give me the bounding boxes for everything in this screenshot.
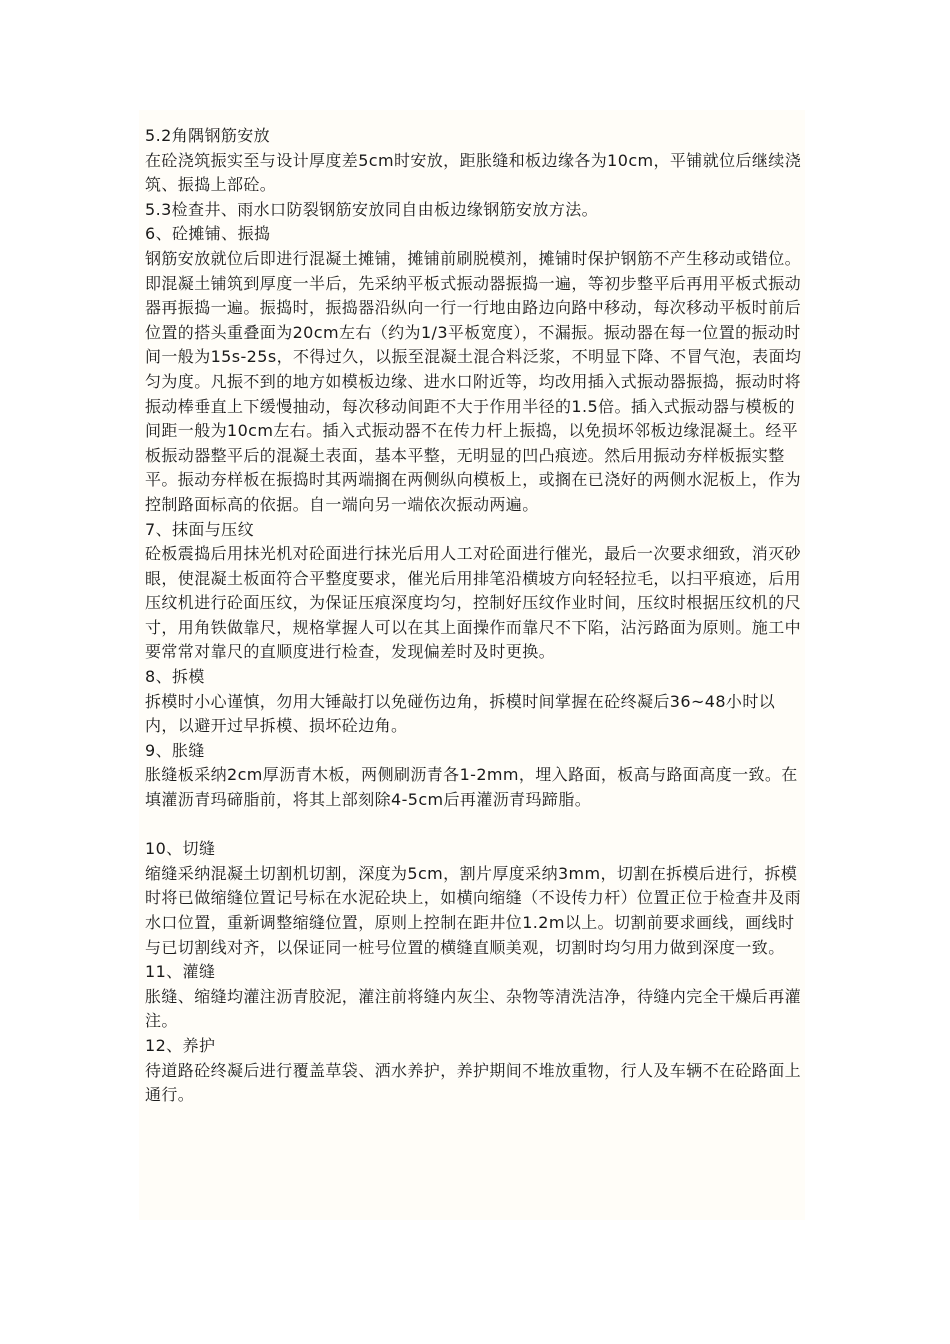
section-heading: 6、砼摊铺、振捣 — [145, 224, 271, 244]
section-paragraph: 缩缝采纳混凝土切割机切割，深度为5cm，割片厚度采纳3mm，切割在拆模后进行，拆模时将已做缩缝位置记号标在水泥砼块上，如横向缩缝（不设传力杆）位置正位于检查井及雨水口位置，重新调整缩缝位置，原则上控制在距井位1.2m以上。切割前要求画线，画线时与已切割线对齐，以保证同一桩号位置的横缝直顺美观，切割时均匀用力做到深度一致。 — [145, 863, 802, 957]
section-paragraph: 砼板震捣后用抹光机对砼面进行抹光后用人工对砼面进行催光，最后一次要求细致，消灭砂眼，使混凝土板面符合平整度要求，催光后用排笔沿横坡方向轻轻拉毛，以扫平痕迹，后用压纹机进行砼面压纹，为保证压痕深度均匀，控制好压纹作业时间，压纹时根据压纹机的尺寸，用角铁做靠尺，规格掌握人可以在其上面操作而靠尺不下陷，沾污路面为原则。施工中要常常对靠尺的直顺度进行检查，发现偏差时及时更换。 — [145, 544, 802, 662]
section-paragraph: 在砼浇筑振实至与设计厚度差5cm时安放，距胀缝和板边缘各为10cm，平铺就位后继续浇筑、振捣上部砼。 — [145, 150, 802, 195]
section-paragraph: 待道路砼终凝后进行覆盖草袋、洒水养护，养护期间不堆放重物，行人及车辆不在砼路面上通行。 — [145, 1060, 802, 1105]
section-heading: 12、养护 — [145, 1035, 216, 1055]
section-paragraph: 胀缝板采纳2cm厚沥青木板，两侧刷沥青各1-2mm，埋入路面，板高与路面高度一致。在填灌沥青玛碲脂前，将其上部刻除4-5cm后再灌沥青玛蹄脂。 — [145, 765, 798, 810]
section-paragraph: 胀缝、缩缝均灌注沥青胶泥，灌注前将缝内灰尘、杂物等清洗洁净，待缝内完全干燥后再灌注。 — [145, 986, 802, 1031]
section-heading: 11、灌缝 — [145, 962, 216, 982]
section-heading: 7、抹面与压纹 — [145, 519, 254, 539]
section-heading: 5.2角隅钢筋安放 — [145, 126, 271, 145]
section-heading: 9、胀缝 — [145, 740, 205, 760]
document-body — [145, 124, 805, 1108]
section-paragraph: 拆模时小心谨慎，勿用大锤敲打以免碰伤边角，拆模时间掌握在砼终凝后36~48小时以内，以避开过早拆模、损坏砼边角。 — [145, 691, 776, 736]
section-heading: 8、拆模 — [145, 667, 205, 687]
section-paragraph: 钢筋安放就位后即进行混凝土摊铺，摊铺前刷脱模剂，摊铺时保护钢筋不产生移动或错位。即混凝土铺筑到厚度一半后，先采纳平板式振动器振捣一遍，等初步整平后再用平板式振动器再振捣一遍。振捣时，振捣器沿纵向一行一行地由路边向路中移动，每次移动平板时前后位置的搭头重叠面为20cm左右（约为1/3平板宽度），不漏振。振动器在每一位置的振动时间一般为15s-25s，不得过久，以振至混凝土混合料泛浆，不明显下降、不冒气泡，表面均匀为度。凡振不到的地方如模板边缘、进水口附近等，均改用插入式振动器振捣，振动时将振动棒垂直上下缓慢抽动，每次移动间距不大于作用半径的1.5倍。插入式振动器与模板的间距一般为10cm左右。插入式振动器不在传力杆上振捣，以免损坏邻板边缘混凝土。经平板振动器整平后的混凝土表面，基本平整，无明显的凹凸痕迹。然后用振动夯样板振实整平。振动夯样板在振捣时其两端搁在两侧纵向模板上，或搁在已浇好的两侧水泥板上，作为控制路面标高的依据。自一端向另一端依次振动两遍。 — [145, 248, 802, 514]
blank-line — [145, 813, 805, 838]
section-heading: 10、切缝 — [145, 839, 216, 859]
section-heading: 5.3检查井、雨水口防裂钢筋安放同自由板边缘钢筋安放方法。 — [145, 199, 599, 219]
